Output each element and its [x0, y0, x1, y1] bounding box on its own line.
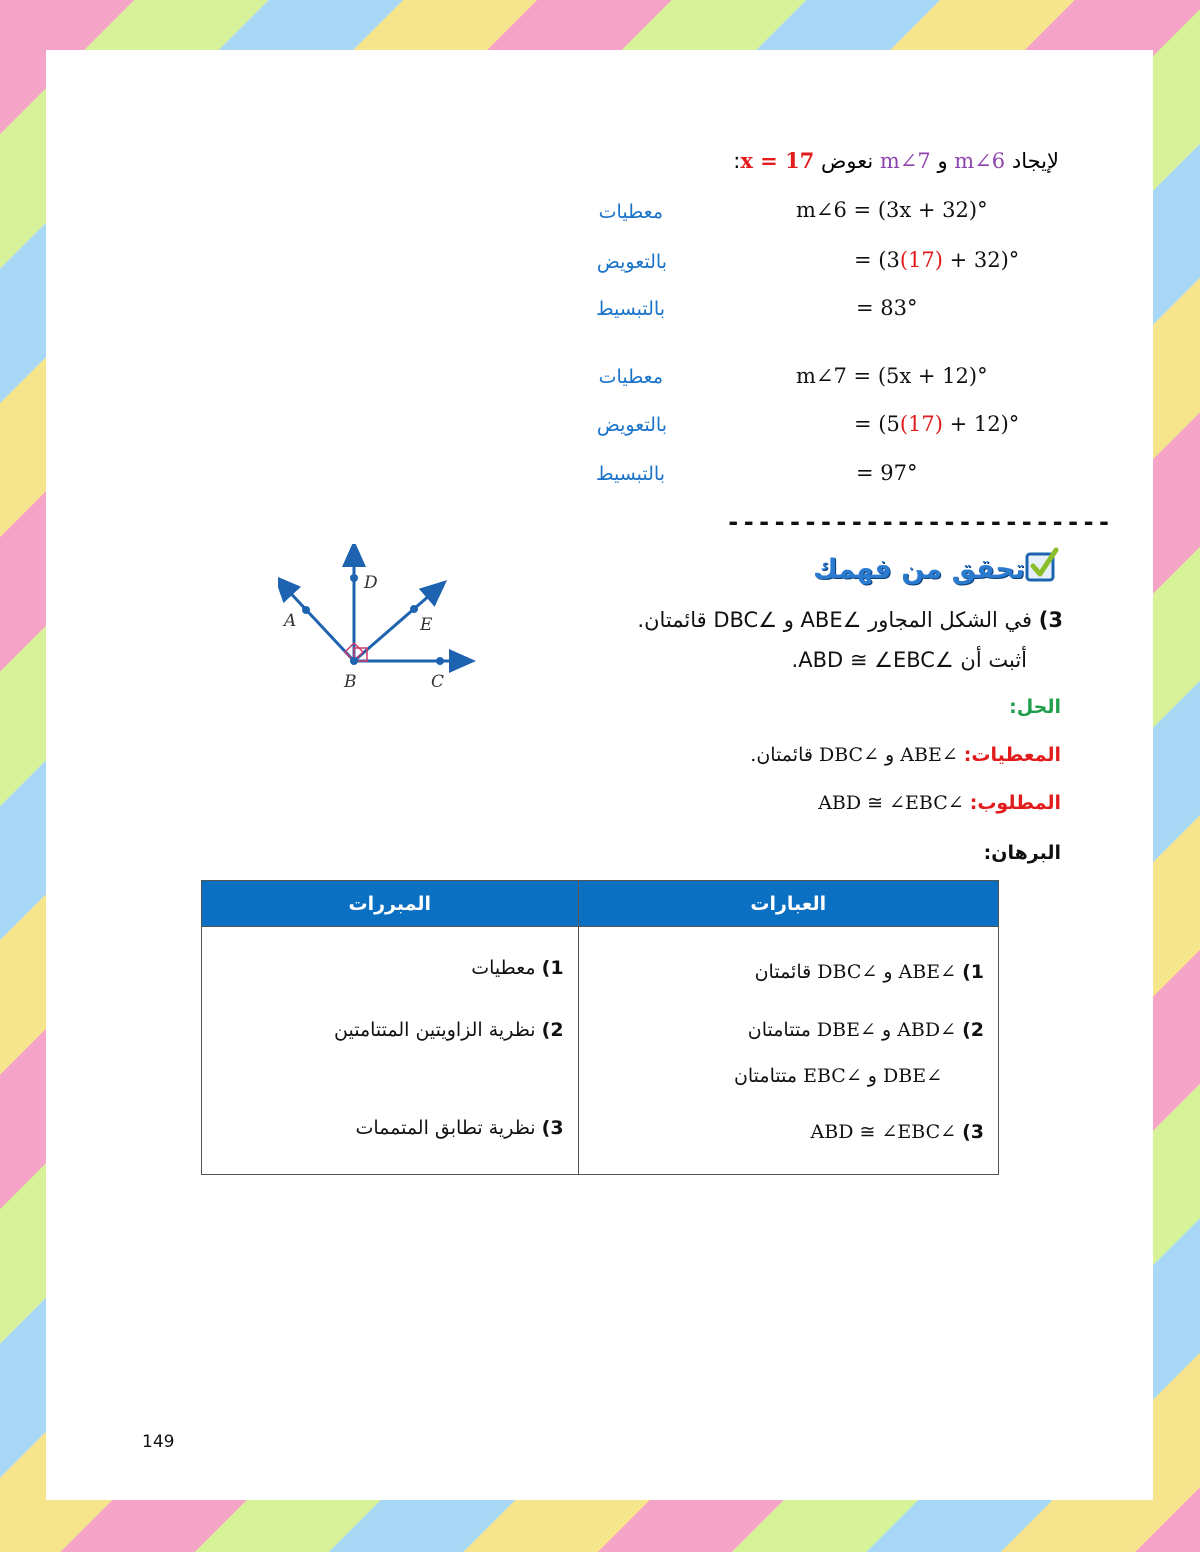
label-e: E — [420, 615, 433, 635]
calc2-eq2-value: (17) — [899, 412, 943, 436]
calc1-eq1-text: m∠6 = (3x + 32)° — [796, 198, 988, 222]
calc1-eq1 — [796, 198, 988, 222]
proof-label: البرهان: — [983, 842, 1061, 864]
calc1-eq2-value: (17) — [899, 248, 943, 272]
statement-row — [811, 1121, 984, 1143]
problem-line2: أثبت أن ∠ABD ≅ ∠EBC. — [791, 648, 1027, 672]
calc1-eq2-suffix: + 32)° — [942, 248, 1020, 272]
label-c: C — [431, 672, 445, 692]
statement-row — [755, 961, 984, 983]
given-line — [750, 744, 1061, 766]
required-line — [818, 792, 1061, 814]
statement-num: 2) — [962, 1019, 984, 1041]
problem-line1-text: في الشكل المجاور ∠ABE و ∠DBC قائمتان. — [637, 608, 1033, 632]
point-e — [410, 605, 418, 613]
statement-row — [748, 1019, 984, 1041]
statement-num: 3) — [962, 1121, 984, 1143]
required-text: ∠ABD ≅ ∠EBC — [818, 792, 964, 814]
page-number: 149 — [142, 1432, 175, 1452]
given-text: ∠ABE و ∠DBC قائمتان. — [750, 744, 958, 766]
reason-row — [471, 957, 563, 979]
angle-figure — [278, 544, 478, 694]
checkbox-icon — [1024, 546, 1060, 582]
point-d — [350, 574, 358, 582]
header-instruction — [733, 148, 1059, 173]
calc2-eq2-prefix: = (5 — [854, 412, 900, 436]
calc1-just1: معطيات — [598, 201, 663, 223]
calc2-just3: بالتبسيط — [595, 463, 665, 485]
calc1-eq2 — [854, 248, 1019, 272]
header-colon: : — [733, 149, 741, 173]
col-header-reasons: المبررات — [202, 881, 579, 927]
statement-text: ∠ABD ≅ ∠EBC — [810, 1121, 957, 1143]
calc2-eq2-suffix: + 12)° — [942, 412, 1020, 436]
statement-text: ∠DBE و ∠EBC متتامتان — [733, 1065, 942, 1087]
point-b — [350, 657, 358, 665]
solution-label: الحل: — [1009, 696, 1061, 718]
problem-number: 3) — [1038, 608, 1063, 632]
calc2-just1: معطيات — [598, 366, 663, 388]
calc2-eq3: = 97° — [856, 461, 918, 485]
calc1-eq3: = 83° — [856, 296, 918, 320]
calc2-eq2 — [854, 412, 1019, 436]
calc1-just2: بالتعويض — [596, 251, 667, 273]
statement-num: 1) — [962, 961, 984, 983]
given-label: المعطيات: — [963, 744, 1061, 766]
label-b: B — [344, 672, 357, 692]
reason-text: نظرية تطابق المتممات — [355, 1117, 536, 1139]
reason-text: معطيات — [471, 957, 536, 979]
check-understanding-title: تحقق من فهمك — [813, 554, 1025, 585]
reason-num: 3) — [541, 1117, 564, 1139]
required-label: المطلوب: — [969, 792, 1061, 814]
label-a: A — [284, 611, 297, 631]
statement-text: ∠ABE و ∠DBC قائمتان — [754, 961, 957, 983]
statement-row — [734, 1065, 942, 1087]
document-page — [46, 50, 1153, 1500]
reason-num: 2) — [541, 1019, 564, 1041]
reason-row — [355, 1117, 563, 1139]
reason-text: نظرية الزاويتين المتتامتين — [334, 1019, 536, 1041]
reasons-cell — [202, 927, 579, 1175]
header-x-sub: x = 17 — [740, 148, 815, 173]
reason-num: 1) — [541, 957, 564, 979]
statement-text: ∠ABD و ∠DBE متتامتان — [747, 1019, 957, 1041]
label-d: D — [364, 573, 378, 593]
separator-line: ------------------------- — [726, 508, 1113, 536]
col-header-statements: العبارات — [578, 881, 998, 927]
header-prefix: لإيجاد — [1011, 149, 1059, 173]
statements-cell — [578, 927, 998, 1175]
header-angle6: m∠6 — [954, 149, 1006, 173]
point-a — [302, 606, 310, 614]
header-verb: نعوض — [820, 149, 874, 173]
problem-line1 — [637, 608, 1063, 632]
reason-row — [334, 1019, 564, 1041]
calc1-just3: بالتبسيط — [595, 298, 665, 320]
header-angle7: m∠7 — [879, 149, 931, 173]
header-conj: و — [937, 149, 948, 173]
proof-table — [201, 880, 999, 1175]
calc2-eq1: m∠7 = (5x + 12)° — [796, 364, 988, 388]
calc1-eq2-prefix: = (3 — [854, 248, 900, 272]
calc2-just2: بالتعويض — [596, 414, 667, 436]
point-c — [436, 657, 444, 665]
